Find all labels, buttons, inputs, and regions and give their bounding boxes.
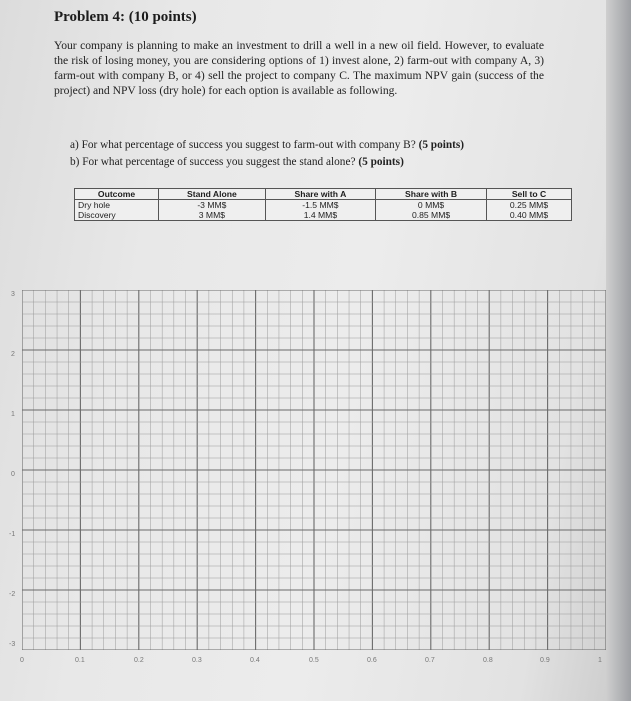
x-tick-label: 0.7	[425, 657, 435, 664]
x-tick-label: 0.4	[250, 657, 260, 664]
x-tick-label: 0.3	[192, 657, 202, 664]
x-tick-label: 0.2	[134, 657, 144, 664]
header-share-b: Share with B	[376, 189, 487, 200]
graph-paper-grid	[22, 290, 606, 650]
x-tick-label: 0.5	[309, 657, 319, 664]
page-edge	[606, 0, 631, 701]
x-tick-label: 0	[20, 657, 24, 664]
table-cell: 0.85 MM$	[376, 210, 487, 221]
x-tick-label: 0.9	[540, 657, 550, 664]
question-a-label: a)	[70, 139, 79, 151]
table-cell: 3 MM$	[159, 210, 266, 221]
y-tick-label: 1	[11, 411, 15, 418]
table-row	[75, 210, 572, 221]
table-row	[75, 200, 572, 211]
y-tick-label: 3	[11, 291, 15, 298]
problem-title: Problem 4: (10 points)	[54, 9, 197, 25]
header-sell-c: Sell to C	[487, 189, 572, 200]
y-tick-label: -2	[9, 591, 16, 598]
table-cell: Discovery	[75, 210, 159, 221]
x-tick-label: 0.8	[483, 657, 493, 664]
table-cell: 1.4 MM$	[265, 210, 375, 221]
header-share-a: Share with A	[265, 189, 375, 200]
x-tick-label: 1	[598, 657, 602, 664]
table-cell: 0.40 MM$	[487, 210, 572, 221]
y-tick-label: -1	[9, 531, 16, 538]
table-cell: 0 MM$	[376, 200, 487, 211]
table-header-row	[75, 189, 572, 200]
problem-statement: Your company is planning to make an investment to drill a well in a new oil field. However, to evaluate the risk of losing money, you are considering options of 1) invest alone, 2) farm-out with company A, 3) farm-out with company B, or 4) sell the project to company C. The maximum NPV gain (success of the project) and NPV loss (dry hole) for each option is available as following.	[54, 39, 544, 97]
x-tick-label: 0.6	[367, 657, 377, 664]
y-tick-label: 2	[11, 351, 15, 358]
npv-table	[74, 188, 572, 221]
table-cell: Dry hole	[75, 200, 159, 211]
x-tick-label: 0.1	[75, 657, 85, 664]
table-cell: 0.25 MM$	[487, 200, 572, 211]
question-a	[70, 139, 464, 151]
table-cell: -3 MM$	[159, 200, 266, 211]
table-cell: -1.5 MM$	[265, 200, 375, 211]
question-b-label: b)	[70, 156, 80, 168]
y-tick-label: -3	[9, 641, 16, 648]
y-tick-label: 0	[11, 471, 15, 478]
question-b	[70, 156, 404, 168]
question-b-points: (5 points)	[358, 156, 404, 168]
question-b-text: For what percentage of success you suggest the stand alone?	[82, 156, 356, 168]
header-stand-alone: Stand Alone	[159, 189, 266, 200]
question-a-points: (5 points)	[418, 139, 465, 151]
question-a-text: For what percentage of success you suggest to farm-out with company B?	[81, 139, 416, 151]
header-outcome: Outcome	[75, 189, 159, 200]
